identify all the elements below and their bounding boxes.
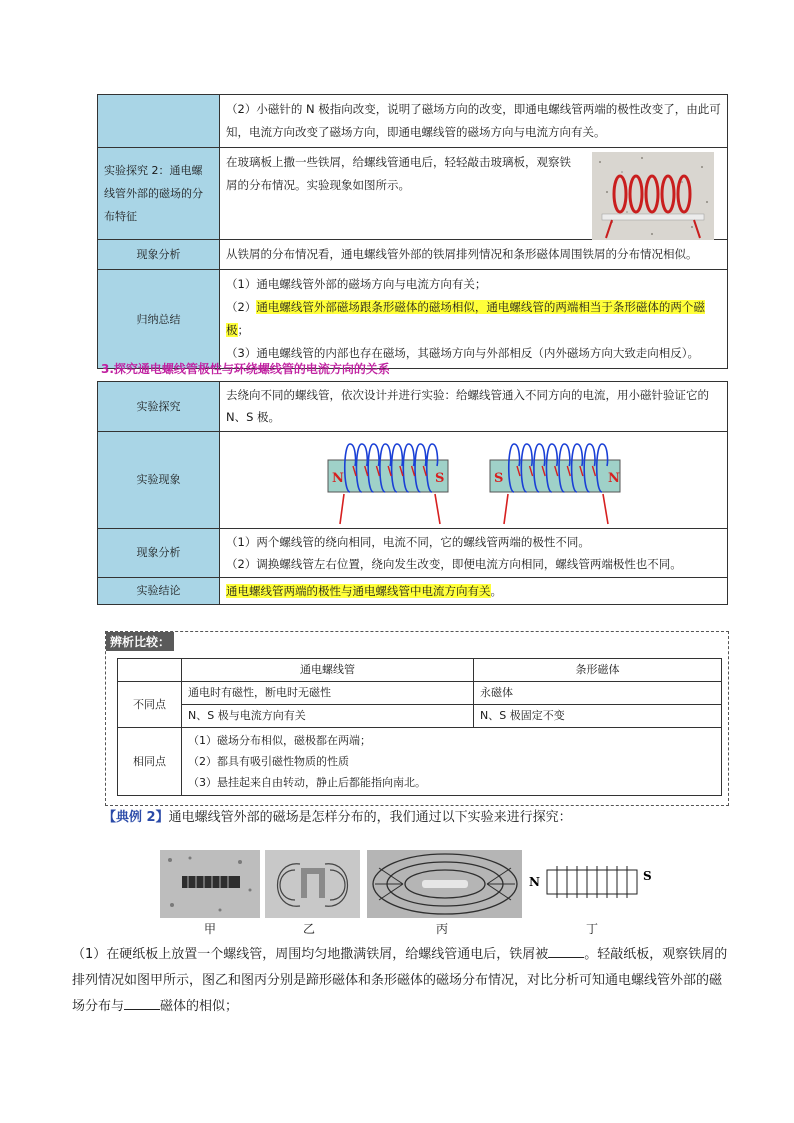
coil1-left-pole: N [332,471,344,486]
summary-highlight: 通电螺线管外部磁场跟条形磁体的磁场相似，通电螺线管的两端相当于条形磁体的两个磁极 [226,300,705,337]
answer-blank-1[interactable] [548,945,584,958]
row4-label: 归纳总结 [98,270,220,369]
comparison-title: 辨析比较： [106,632,174,651]
t2-row2-cell [220,432,728,529]
same-line-1: （1）磁场分布相似，磁极都在两端； [188,734,371,747]
row3-text: 从铁屑的分布情况看，通电螺线管外部的铁屑排列情况和条形磁体周围铁屑的分布情况相似。 [220,240,728,270]
solenoid-diagrams [220,432,728,528]
t2-row3-label: 现象分析 [98,529,220,578]
conclusion-highlight: 通电螺线管两端的极性与通电螺线管中电流方向有关 [226,584,491,598]
cmp-empty-cell [118,659,182,682]
analysis-line-2: （2）调换螺线管左右位置，绕向发生改变，即便电流方向相同，螺线管两端极性也不同。 [226,557,682,571]
example-text: 通电螺线管外部的磁场是怎样分布的，我们通过以下实验来进行探究： [168,810,572,825]
answer-blank-2[interactable] [124,997,160,1010]
row2-text: 在玻璃板上撒一些铁屑，给螺线管通电后，轻轻敲击玻璃板，观察铁屑的分布情况。实验现象如图所示。 [226,155,571,192]
comparison-table [117,658,722,796]
cmp-diff1-bar: 永磁体 [474,682,722,705]
coil1-right-pole: S [435,471,445,486]
cmp-same-label: 相同点 [118,728,182,796]
caption-bing: 丙 [436,922,449,936]
t2-row1-label: 实验探究 [98,382,220,432]
t2-row4-cell: 通电螺线管两端的极性与通电螺线管中电流方向有关。 [220,578,728,605]
cmp-diff2-bar: N、S 极固定不变 [474,705,722,728]
summary-line-3: （3）通电螺线管的内部也存在磁场，其磁场方向与外部相反（内外磁场方向大致走向相反）。 [226,346,700,360]
cmp-diff-label: 不同点 [118,682,182,728]
photo-bing [367,850,522,918]
t2-row1-text: 去绕向不同的螺线管，依次设计并进行实验：给螺线管通入不同方向的电流，用小磁针验证它的 N、S 极。 [220,382,728,432]
summary-line-2: （2）通电螺线管外部磁场跟条形磁体的磁场相似，通电螺线管的两端相当于条形磁体的两个磁极； [226,300,705,337]
section-heading: 3.探究通电螺线管极性与环绕螺线管的电流方向的关系 [101,362,390,376]
photo-jia [160,850,260,918]
same-line-2: （2）都具有吸引磁性物质的性质 [188,755,349,768]
cmp-header-solenoid: 通电螺线管 [182,659,474,682]
t2-row3-cell [220,529,728,578]
row3-label: 现象分析 [98,240,220,270]
table-solenoid-experiment [97,94,728,369]
cmp-header-bar-magnet: 条形磁体 [474,659,722,682]
solenoid-2 [490,444,620,524]
ding-s-pole: S [643,869,652,883]
example-tag: 【典例 2】 [103,810,169,825]
question-1: （1）在硬纸板上放置一个螺线管，周围均匀地撒满铁屑，给螺线管通电后，铁屑被 。轻敲纸板，观察铁屑的排列情况如图甲所示，图乙和图丙分别是蹄形磁体和条形磁体的磁场分布情况，对比分析可知通电螺线管外部的磁场分布与 磁体的相似； [72,947,728,1014]
table-polarity-experiment [97,381,728,605]
example-line [103,806,572,825]
caption-yi: 乙 [303,922,316,936]
t2-row4-label: 实验结论 [98,578,220,605]
cmp-same-cell [182,728,722,796]
row1-label-cell [98,95,220,148]
row4-cell [220,270,728,369]
diagram-ding [527,858,657,908]
coil2-left-pole: S [494,471,504,486]
row2-cell [220,148,728,240]
summary-line-1: （1）通电螺线管外部的磁场方向与电流方向有关； [226,277,487,291]
caption-ding: 丁 [586,922,599,936]
same-line-3: （3）悬挂起来自由转动，静止后都能指向南北。 [188,776,426,789]
cmp-diff2-solenoid: N、S 极与电流方向有关 [182,705,474,728]
solenoid-1 [328,444,448,524]
row2-label: 实验探究 2：通电螺线管外部的磁场的分布特征 [98,148,220,240]
iron-filings-photo [592,152,714,240]
caption-jia: 甲 [204,922,217,936]
photo-yi [265,850,360,918]
coil2-right-pole: N [608,471,620,486]
row1-text: （2）小磁针的 N 极指向改变，说明了磁场方向的改变，即通电螺线管两端的极性改变了，由此可知，电流方向改变了磁场方向，即通电螺线管的磁场方向与电流方向有关。 [220,95,728,148]
t2-row2-label: 实验现象 [98,432,220,529]
cmp-diff1-solenoid: 通电时有磁性，断电时无磁性 [182,682,474,705]
ding-n-pole: N [529,875,540,889]
analysis-line-1: （1）两个螺线管的绕向相同，电流不同，它的螺线管两端的极性不同。 [226,535,590,549]
